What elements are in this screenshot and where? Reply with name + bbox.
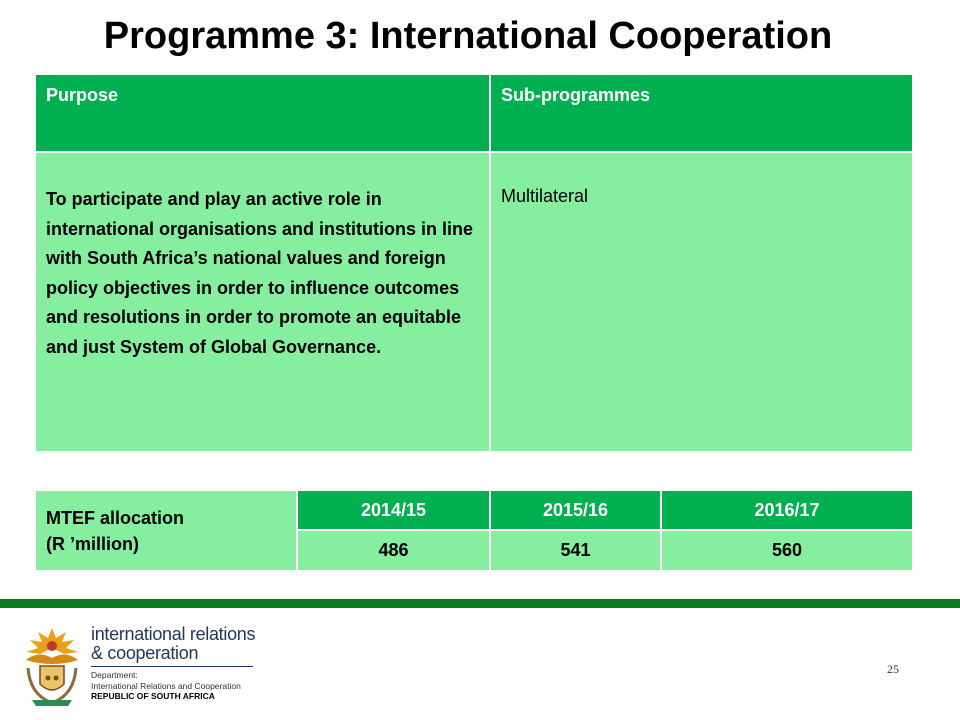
- mtef-label-line2: (R ’million): [46, 533, 139, 554]
- year-2014-15: 2014/15: [297, 490, 490, 530]
- mtef-label: [35, 490, 297, 571]
- department-logo: [91, 625, 261, 702]
- header-subprogrammes: Sub-programmes: [490, 74, 913, 152]
- purpose-text: To participate and play an active role in international organisations and institutions in line with South Africa’s national values and foreign policy objectives in order to influence outcomes and resolutions in order to promote an equitable and just System of Global Governance.: [46, 189, 474, 357]
- brand-line-2: & cooperation: [91, 643, 199, 663]
- brand-line-1: international relations: [91, 624, 256, 644]
- country-name: REPUBLIC OF SOUTH AFRICA: [91, 691, 215, 701]
- purpose-table-body-row: [35, 152, 913, 452]
- amount-2014-15: 486: [297, 530, 490, 571]
- coat-of-arms-icon: [20, 624, 84, 708]
- amount-2016-17: 560: [661, 530, 913, 571]
- purpose-cell: [35, 152, 490, 452]
- dept-name: International Relations and Cooperation: [91, 680, 241, 691]
- amount-2015-16: 541: [490, 530, 661, 571]
- mtef-label-line1: MTEF allocation: [46, 507, 185, 528]
- subprogramme-text: Multilateral: [501, 186, 589, 206]
- slide-title: Programme 3: International Cooperation: [103, 15, 833, 57]
- purpose-table: [34, 73, 914, 453]
- page-number: 25: [887, 662, 899, 676]
- mtef-years-row: [35, 490, 913, 530]
- year-2015-16: 2015/16: [490, 490, 661, 530]
- logo-rule: [91, 666, 253, 667]
- header-purpose: Purpose: [35, 74, 490, 152]
- subprogramme-cell: [490, 152, 913, 452]
- dept-label: Department:: [91, 670, 138, 680]
- footer-divider-bar: [0, 599, 960, 608]
- mtef-table: [34, 489, 914, 572]
- year-2016-17: 2016/17: [661, 490, 913, 530]
- purpose-table-header-row: [35, 74, 913, 152]
